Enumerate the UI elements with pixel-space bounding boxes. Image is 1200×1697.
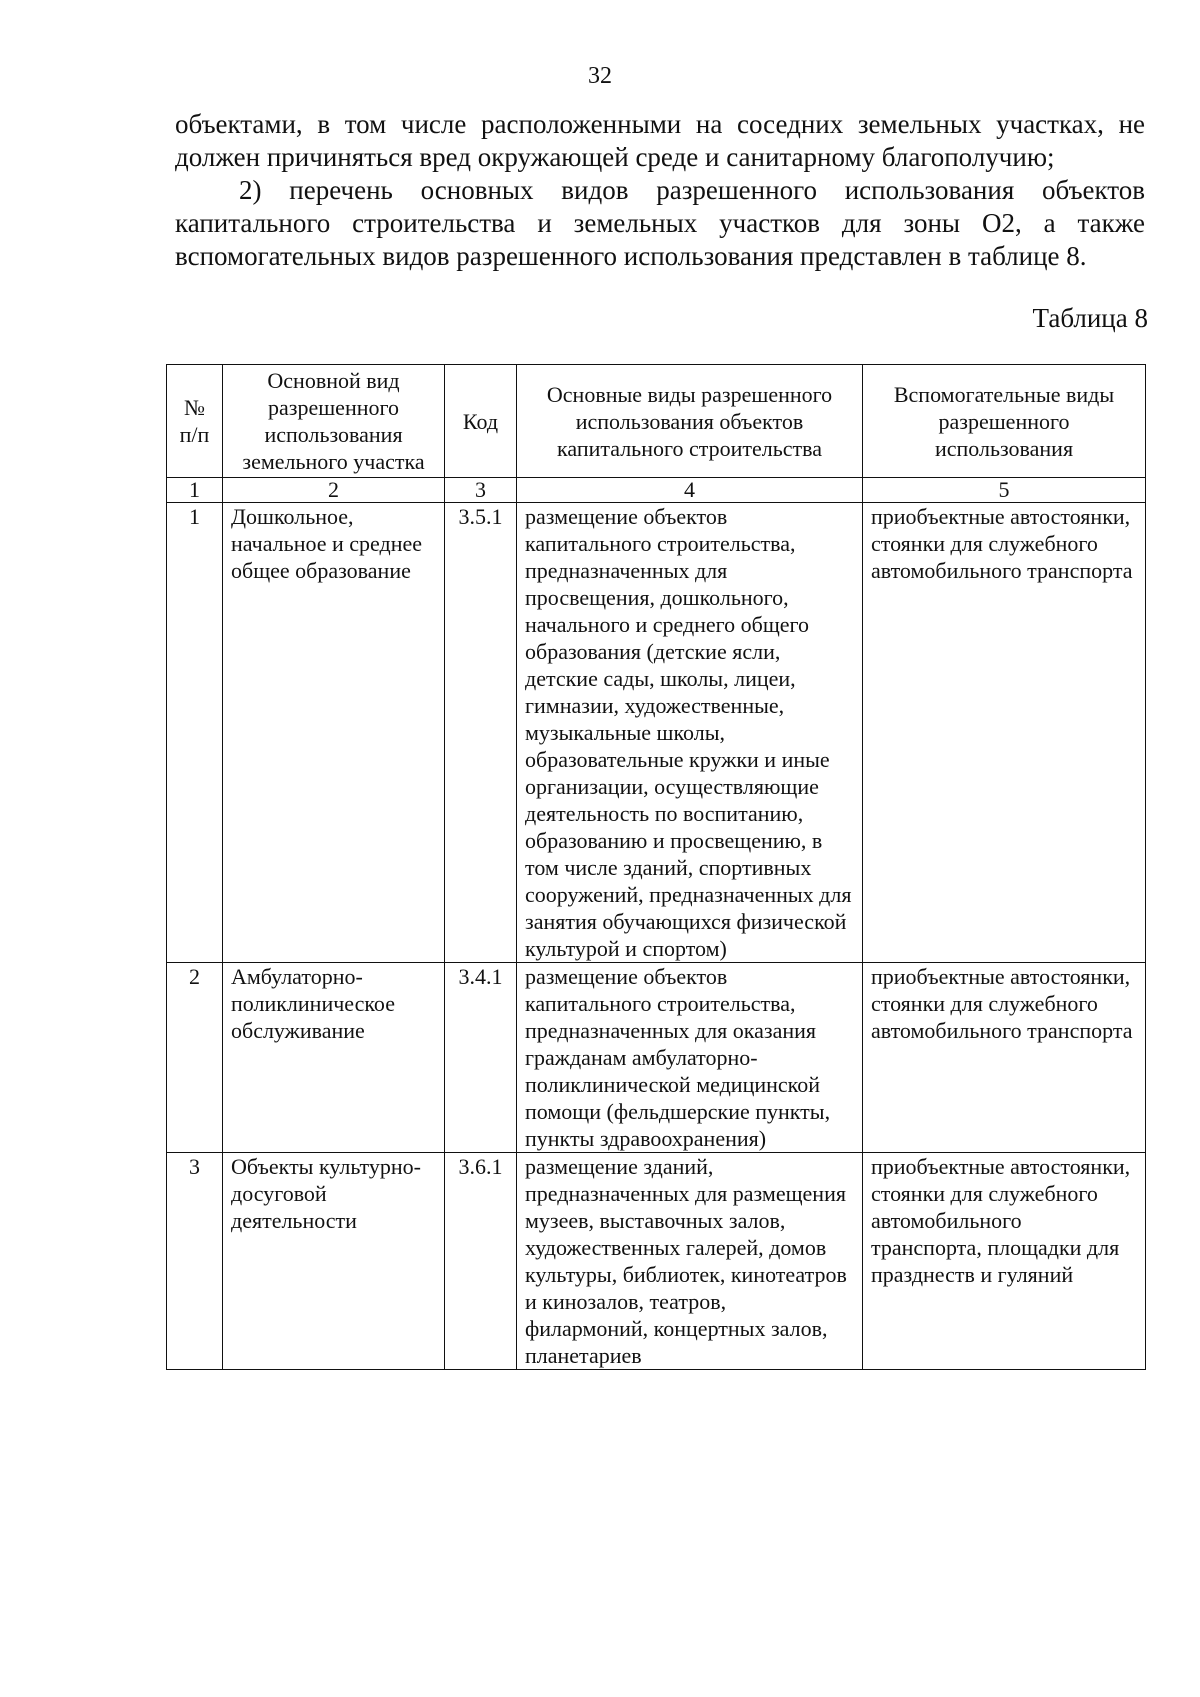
table-row: [167, 963, 1146, 1153]
row-code: 3.5.1: [445, 503, 517, 963]
row-auxiliary-use: приобъектные автостоянки, стоянки для служебного автомобильного транспорта: [863, 963, 1146, 1153]
column-number: 5: [863, 478, 1146, 503]
table-row: [167, 1153, 1146, 1370]
page-number: 32: [588, 63, 612, 89]
header-main-use: Основные виды разрешенного использования объектов капитального строительства: [517, 365, 863, 478]
land-use-table: [166, 364, 1146, 1370]
column-number: 2: [223, 478, 445, 503]
row-land-use: Дошкольное, начальное и среднее общее образование: [223, 503, 445, 963]
row-land-use: Амбулаторно-поликлиническое обслуживание: [223, 963, 445, 1153]
table-header-row: [167, 365, 1146, 478]
intro-paragraph-2: 2) перечень основных видов разрешенного использования объектов капитального строительства и земельных участков для зоны О2, а также вспомогательных видов разрешенного использования представлен в таблице 8.: [175, 175, 1145, 271]
row-main-use: размещение объектов капитального строительства, предназначенных для оказания гражданам амбулаторно-поликлинической медицинской помощи (фельдшерские пункты, пункты здравоохранения): [517, 963, 863, 1153]
intro-paragraph-1: объектами, в том числе расположенными на соседних земельных участках, не должен причиняться вред окружающей среде и санитарному благополучию;: [175, 109, 1145, 172]
column-number: 4: [517, 478, 863, 503]
column-number-row: [167, 478, 1146, 503]
table-row: [167, 503, 1146, 963]
row-num: 2: [167, 963, 223, 1153]
row-land-use: Объекты культурно-досуговой деятельности: [223, 1153, 445, 1370]
column-number: 3: [445, 478, 517, 503]
row-auxiliary-use: приобъектные автостоянки, стоянки для служебного автомобильного транспорта, площадки для празднеств и гуляний: [863, 1153, 1146, 1370]
row-main-use: размещение объектов капитального строительства, предназначенных для просвещения, дошкольного, начального и среднего общего образования (детские ясли, детские сады, школы, лицеи, гимназии, художественные, музыкальные школы, образовательные кружки и иные организации, осуществляющие деятельность по воспитанию, образованию и просвещению, в том числе зданий, спортивных сооружений, предназначенных для занятия обучающихся физической культурой и спортом): [517, 503, 863, 963]
header-num: № п/п: [167, 365, 223, 478]
header-auxiliary-use: Вспомогательные виды разрешенного использования: [863, 365, 1146, 478]
row-code: 3.6.1: [445, 1153, 517, 1370]
header-code: Код: [445, 365, 517, 478]
row-code: 3.4.1: [445, 963, 517, 1153]
row-auxiliary-use: приобъектные автостоянки, стоянки для служебного автомобильного транспорта: [863, 503, 1146, 963]
table-caption: Таблица 8: [1032, 303, 1148, 333]
column-number: 1: [167, 478, 223, 503]
header-land-use: Основной вид разрешенного использования земельного участка: [223, 365, 445, 478]
row-num: 1: [167, 503, 223, 963]
row-num: 3: [167, 1153, 223, 1370]
intro-text: [175, 108, 1145, 273]
row-main-use: размещение зданий, предназначенных для размещения музеев, выставочных залов, художественных галерей, домов культуры, библиотек, кинотеатров и кинозалов, театров, филармоний, концертных залов, планетариев: [517, 1153, 863, 1370]
